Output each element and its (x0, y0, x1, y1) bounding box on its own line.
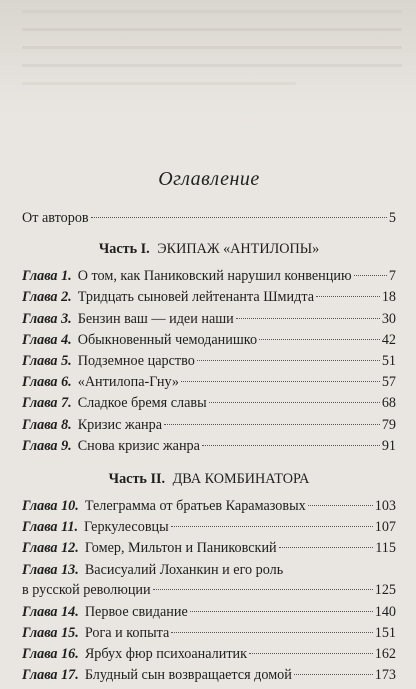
chapter-title: Тридцать сыновей лейтенанта Шмидта (77, 289, 314, 306)
toc-page-number: 125 (374, 581, 396, 598)
toc-chapter-row[interactable] (22, 436, 396, 457)
chapter-title: Телеграмма от братьев Карамазовых (84, 498, 306, 515)
previous-page-bleed (0, 0, 416, 120)
leader-dots (164, 424, 380, 425)
chapter-number: Глава 12. (22, 540, 79, 557)
toc-chapter-row[interactable] (22, 309, 396, 330)
toc-page-number: 5 (388, 210, 396, 226)
leader-dots (171, 526, 373, 527)
leader-dots (308, 505, 373, 506)
chapter-label (22, 351, 195, 372)
toc-chapter-row[interactable] (22, 287, 396, 308)
leader-dots (294, 674, 373, 675)
chapter-label (22, 309, 234, 330)
chapter-label (22, 393, 207, 414)
toc-intro-row[interactable] (22, 208, 396, 229)
chapter-label (22, 623, 169, 644)
chapter-title: Подземное царство (77, 353, 195, 370)
toc-page-number: 162 (374, 646, 396, 663)
chapter-number: Глава 14. (22, 603, 79, 620)
toc-chapter-row[interactable] (22, 393, 396, 414)
leader-dots (259, 339, 380, 340)
toc-chapter-row[interactable] (22, 266, 396, 287)
chapter-number: Глава 4. (22, 331, 72, 348)
toc-page-number: 42 (381, 331, 396, 348)
chapter-title: Рога и копыта (84, 624, 170, 641)
toc-page-number: 68 (381, 395, 396, 412)
toc-chapter-row[interactable] (22, 665, 396, 686)
chapter-number: Глава 15. (22, 624, 79, 641)
chapter-title: Васисуалий Лоханкин и его роль (84, 561, 284, 578)
chapter-number: Глава 11. (22, 519, 79, 536)
part-heading (22, 469, 396, 490)
chapter-title: Ярбух фюр психоаналитик (84, 646, 248, 663)
chapter-label (22, 436, 200, 457)
toc-chapter-row[interactable] (22, 415, 396, 436)
leader-dots (236, 318, 380, 319)
chapter-number: Глава 13. (22, 561, 79, 578)
toc-intro-label: От авторов (22, 210, 89, 226)
chapter-label (22, 665, 292, 686)
toc-page-number: 107 (374, 519, 396, 536)
toc-chapter-row[interactable] (22, 351, 396, 372)
toc-chapter-row[interactable] (22, 496, 396, 517)
toc-page-number: 140 (374, 603, 396, 620)
chapter-title: Геркулесовцы (84, 519, 169, 536)
chapter-number: Глава 17. (22, 667, 79, 684)
chapter-title: Бензин ваш — идеи наши (77, 310, 234, 327)
leader-dots (354, 275, 387, 276)
toc-page-number: 151 (374, 624, 396, 641)
chapter-label (22, 266, 352, 287)
toc-chapter-row[interactable] (22, 330, 396, 351)
chapter-title: Обыкновенный чемоданишко (77, 331, 258, 348)
chapter-label (22, 538, 277, 559)
chapter-number: Глава 8. (22, 416, 72, 433)
chapter-label (22, 415, 162, 436)
chapter-number: Глава 3. (22, 310, 72, 327)
table-of-contents (22, 168, 396, 686)
toc-chapter-row[interactable] (22, 372, 396, 393)
leader-dots (197, 360, 380, 361)
chapter-label (22, 496, 306, 517)
toc-chapter-row[interactable] (22, 623, 396, 644)
chapter-title: Снова кризис жанра (77, 437, 200, 454)
chapter-title: Блудный сын возвращается домой (84, 667, 292, 684)
chapter-title: Первое свидание (84, 603, 188, 620)
toc-page-number: 79 (381, 416, 396, 433)
chapter-label (22, 372, 179, 393)
part-number: Часть I. (98, 241, 150, 258)
chapter-number: Глава 9. (22, 437, 72, 454)
part-title: ЭКИПАЖ «АНТИЛОПЫ» (157, 241, 320, 258)
toc-chapter-row[interactable] (22, 517, 396, 538)
leader-dots (153, 589, 373, 590)
leader-dots (202, 445, 380, 446)
leader-dots (190, 611, 373, 612)
chapter-title: «Антилопа-Гну» (77, 374, 180, 391)
chapter-label (22, 517, 169, 538)
chapter-title: Кризис жанра (77, 416, 162, 433)
toc-page-number: 51 (381, 353, 396, 370)
toc-chapter-row[interactable] (22, 560, 396, 600)
leader-dots (249, 653, 373, 654)
leader-dots (209, 402, 380, 403)
toc-page-number: 30 (381, 310, 396, 327)
toc-chapter-row[interactable] (22, 602, 396, 623)
chapter-number: Глава 7. (22, 395, 72, 412)
chapter-number: Глава 5. (22, 353, 72, 370)
chapter-number: Глава 6. (22, 374, 72, 391)
part-title: ДВА КОМБИНАТОРА (172, 471, 310, 488)
chapter-number: Глава 16. (22, 646, 79, 663)
toc-chapter-row[interactable] (22, 644, 396, 665)
part-heading (22, 239, 396, 260)
chapter-label (22, 330, 257, 351)
leader-dots (279, 547, 374, 548)
toc-page-number: 7 (388, 268, 396, 285)
chapter-title-continued: в русской революции (22, 581, 151, 598)
toc-page-number: 18 (381, 289, 396, 306)
leader-dots (91, 217, 387, 218)
toc-page-number: 91 (381, 437, 396, 454)
toc-page-number: 115 (375, 540, 396, 557)
chapter-title: Гомер, Мильтон и Паниковский (84, 540, 277, 557)
toc-page-number: 103 (374, 498, 396, 515)
chapter-number: Глава 10. (22, 498, 79, 515)
leader-dots (171, 632, 372, 633)
chapter-label (22, 602, 188, 623)
chapter-number: Глава 1. (22, 268, 72, 285)
toc-page-number: 173 (374, 667, 396, 684)
leader-dots (316, 296, 380, 297)
chapter-number: Глава 2. (22, 289, 72, 306)
chapter-label (22, 287, 314, 308)
chapter-label (22, 644, 247, 665)
chapter-title: О том, как Паниковский нарушил конвенцию (77, 268, 352, 285)
leader-dots (181, 381, 380, 382)
part-number: Часть II. (108, 471, 166, 488)
chapter-title: Сладкое бремя славы (77, 395, 207, 412)
toc-chapter-row[interactable] (22, 538, 396, 559)
toc-page-number: 57 (381, 374, 396, 391)
page-title: Оглавление (158, 168, 260, 190)
